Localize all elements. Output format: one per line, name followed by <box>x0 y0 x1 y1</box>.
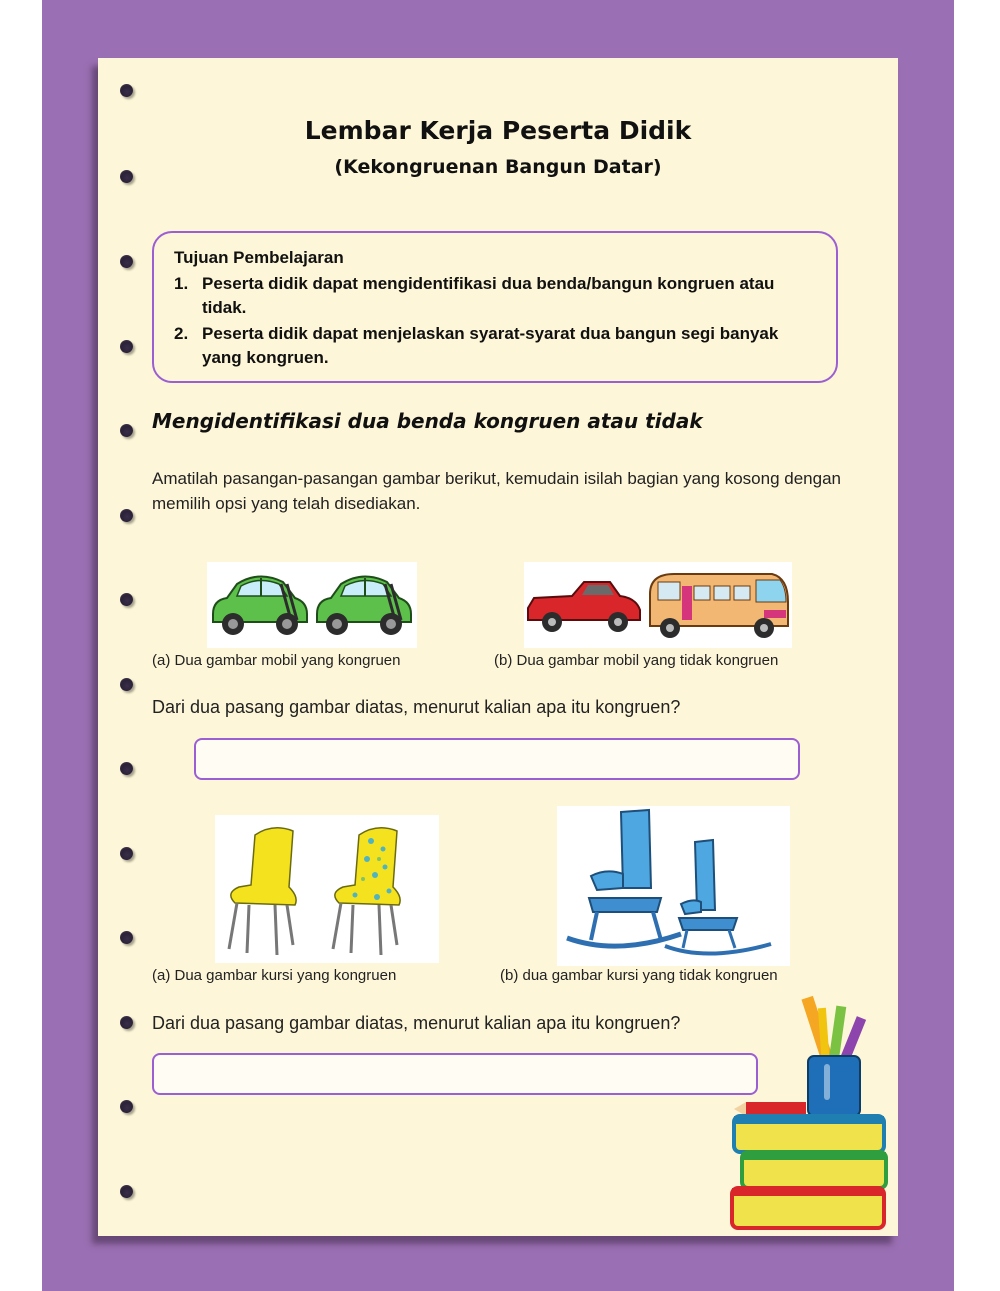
objective-number: 2. <box>174 324 189 343</box>
binder-hole <box>120 1185 133 1198</box>
binder-hole <box>120 678 133 691</box>
non-congruent-chairs-image <box>557 806 790 966</box>
chairs-caption-a: (a) Dua gambar kursi yang kongruen <box>152 967 397 984</box>
binder-hole <box>120 847 133 860</box>
binder-hole <box>120 509 133 522</box>
chairs-caption-b: (b) dua gambar kursi yang tidak kongruen <box>500 967 778 984</box>
red-car-icon <box>528 582 640 632</box>
pencil-cup-icon <box>808 1056 860 1116</box>
binder-hole <box>120 340 133 353</box>
binder-hole <box>120 593 133 606</box>
question-1: Dari dua pasang gambar diatas, menurut kalian apa itu kongruen? <box>152 697 681 717</box>
objective-item <box>174 272 814 320</box>
books-and-pencils-icon <box>724 986 896 1234</box>
binder-hole <box>120 1100 133 1113</box>
patterned-yellow-chair-icon <box>333 828 400 955</box>
red-pencil-icon <box>734 1102 806 1116</box>
yellow-chair-icon <box>229 828 296 955</box>
answer-input-1[interactable] <box>194 738 800 780</box>
page-title: Lembar Kerja Peserta Didik <box>304 116 692 145</box>
cars-caption-a: (a) Dua gambar mobil yang kongruen <box>152 652 401 669</box>
binder-hole <box>120 424 133 437</box>
yellow-chair-pair-icon <box>215 815 439 963</box>
page-subtitle: (Kekongruenan Bangun Datar) <box>334 156 662 178</box>
learning-objectives-box <box>152 231 838 383</box>
question-2: Dari dua pasang gambar diatas, menurut kalian apa itu kongruen? <box>152 1013 681 1033</box>
green-car-icon <box>317 576 411 635</box>
binder-hole <box>120 931 133 944</box>
section-heading: Mengidentifikasi dua benda kongruen atau tidak <box>152 409 703 433</box>
red-car-and-bus-icon <box>524 562 792 648</box>
binder-hole <box>120 84 133 97</box>
objective-text: Peserta didik dapat menjelaskan syarat-syarat dua bangun segi banyak yang kongruen. <box>202 324 779 367</box>
binder-hole <box>120 255 133 268</box>
green-car-pair-icon <box>207 562 417 648</box>
binder-hole <box>120 1016 133 1029</box>
objectives-title: Tujuan Pembelajaran <box>174 248 344 267</box>
cars-caption-b: (b) Dua gambar mobil yang tidak kongruen <box>494 652 779 669</box>
stacked-books-icon <box>732 1116 886 1228</box>
objective-text: Peserta didik dapat mengidentifikasi dua benda/bangun kongruen atau tidak. <box>202 274 775 317</box>
congruent-chairs-image <box>215 815 439 963</box>
green-car-icon <box>213 576 307 635</box>
instruction-text: Amatilah pasangan-pasangan gambar berikut, kemudain isilah bagian yang kosong dengan memilih opsi yang telah disediakan. <box>152 469 841 513</box>
bus-icon <box>650 574 788 638</box>
objective-item <box>174 322 814 370</box>
non-congruent-cars-image <box>524 562 792 648</box>
large-rocking-chair-icon <box>567 810 681 946</box>
objective-number: 1. <box>174 274 189 293</box>
rocking-chair-pair-icon <box>557 806 790 966</box>
binder-hole <box>120 762 133 775</box>
answer-input-2[interactable] <box>152 1053 758 1095</box>
congruent-cars-image <box>207 562 417 648</box>
